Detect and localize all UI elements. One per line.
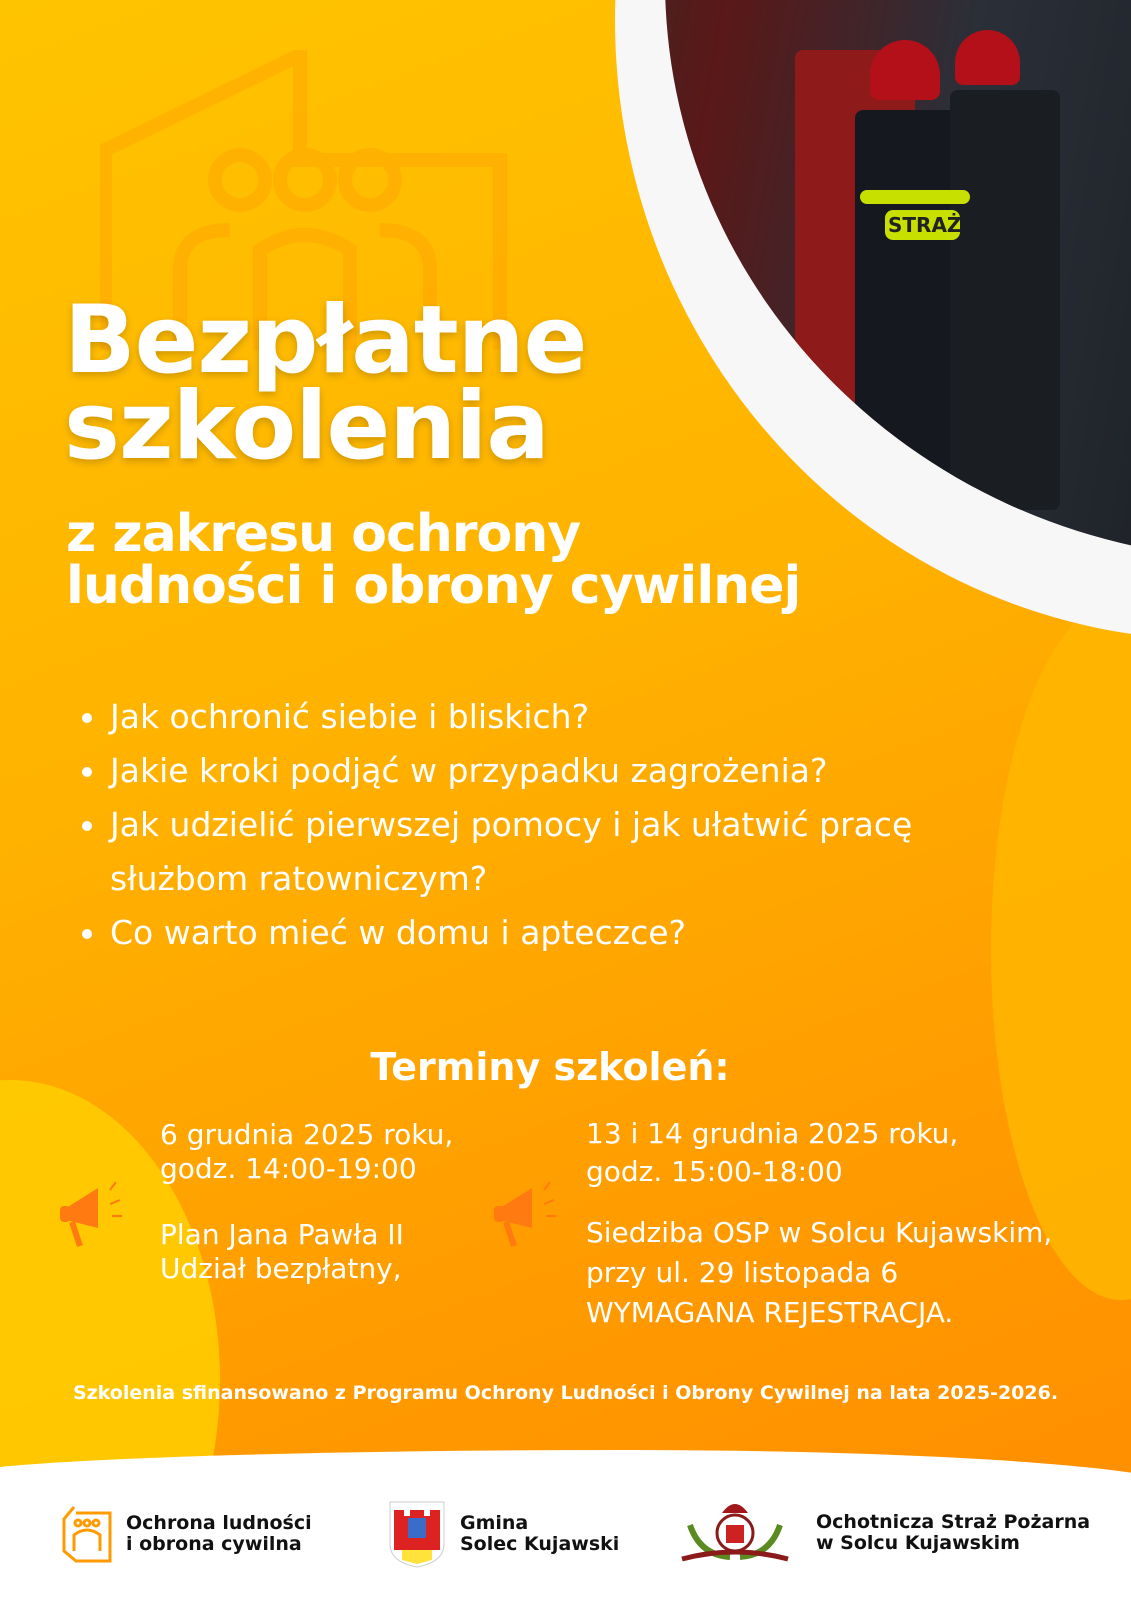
- logo-text: i obrona cywilna: [126, 1533, 302, 1555]
- event1-place: [160, 1218, 404, 1286]
- event-place: Plan Jana Pawła II: [160, 1218, 404, 1251]
- main-title: [64, 286, 587, 481]
- subtitle-line: ludności i obrony cywilnej: [66, 556, 801, 616]
- event-address: przy ul. 29 listopada 6: [586, 1256, 899, 1289]
- subtitle-line: z zakresu ochrony: [66, 504, 581, 564]
- logo-text: Ochotnicza Straż Pożarna: [816, 1510, 1091, 1533]
- list-item: Co warto mieć w domu i apteczce?: [80, 906, 980, 960]
- funding-note: Szkolenia sfinansowano z Programu Ochrony Ludności i Obrony Cywilnej na lata 2025-2026.: [72, 1382, 1059, 1404]
- list-item: Jakie kroki podjąć w przypadku zagrożenia?: [80, 744, 980, 798]
- logo-ochrona-ludnosci: [62, 1505, 312, 1563]
- logo-gmina: [388, 1500, 619, 1568]
- event-time: godz. 15:00-18:00: [586, 1155, 843, 1188]
- photo-badge: STRAŻ: [885, 210, 960, 240]
- questions-list: [80, 690, 980, 960]
- list-item: Jak ochronić siebie i bliskich?: [80, 690, 980, 744]
- civil-protection-logo-icon: [62, 1505, 112, 1563]
- coat-of-arms-icon: [388, 1500, 446, 1568]
- megaphone-icon: [492, 1180, 562, 1250]
- logo-osp: [680, 1495, 1090, 1570]
- list-item: Jak udzielić pierwszej pomocy i jak ułatwić pracę służbom ratowniczym?: [80, 798, 980, 906]
- title-line: szkolenia: [64, 372, 549, 481]
- logo-text: Ochrona ludności: [126, 1512, 312, 1534]
- event-note: Udział bezpłatny,: [160, 1252, 402, 1285]
- title-line: Bezpłatne: [64, 286, 587, 395]
- event1-datetime: [160, 1118, 453, 1186]
- fire-brigade-emblem-icon: [680, 1495, 790, 1570]
- event-date: 6 grudnia 2025 roku,: [160, 1118, 454, 1151]
- event-time: godz. 14:00-19:00: [160, 1152, 417, 1185]
- logo-text: Gmina: [460, 1512, 529, 1534]
- logo-text: Solec Kujawski: [460, 1533, 620, 1555]
- firefighters-photo: [665, 0, 1131, 560]
- event2-datetime: [586, 1115, 958, 1191]
- event-place: Siedziba OSP w Solcu Kujawskim,: [586, 1216, 1053, 1249]
- event-note: WYMAGANA REJESTRACJA.: [586, 1296, 954, 1329]
- event2-place: [586, 1213, 1052, 1333]
- terms-heading: Terminy szkoleń:: [370, 1045, 730, 1089]
- event-date: 13 i 14 grudnia 2025 roku,: [586, 1117, 959, 1150]
- decor-blob: [991, 600, 1131, 1300]
- megaphone-icon: [58, 1180, 128, 1250]
- logo-text: w Solcu Kujawskim: [816, 1531, 1020, 1554]
- subtitle: [66, 504, 801, 616]
